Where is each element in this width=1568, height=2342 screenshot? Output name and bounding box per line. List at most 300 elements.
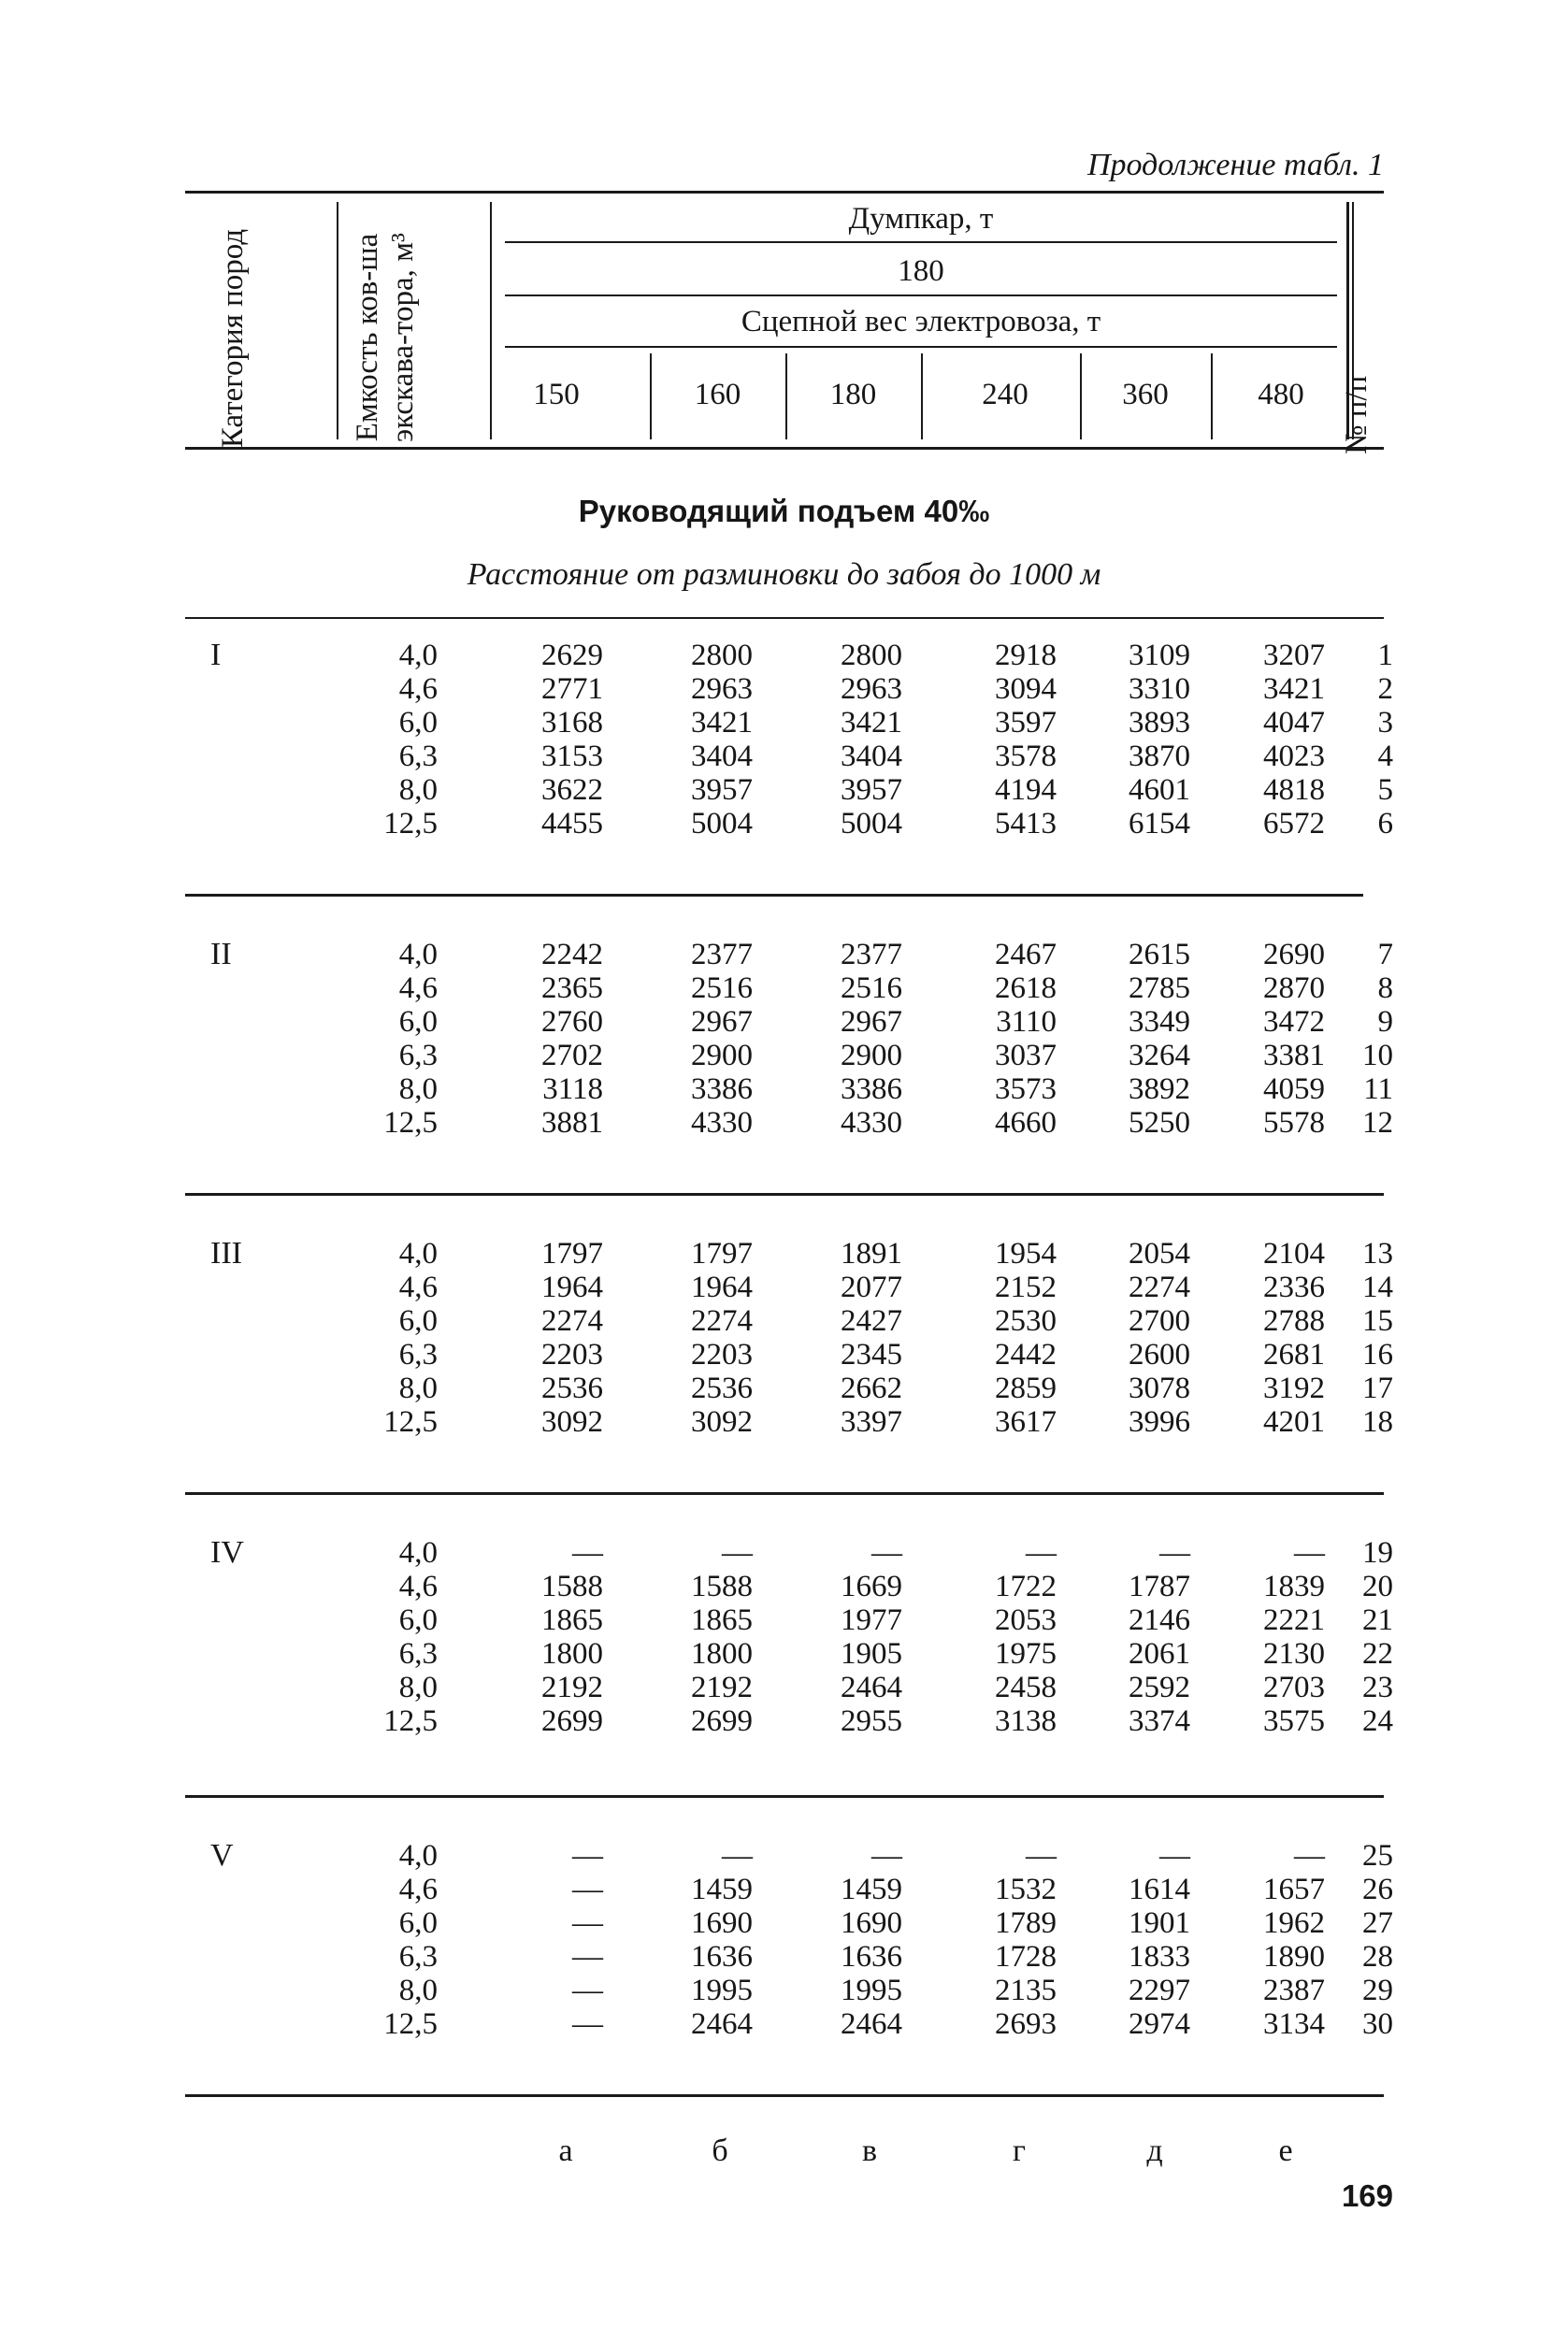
value-cell: 2377 bbox=[691, 938, 753, 971]
table-row bbox=[0, 740, 1568, 773]
value-cell: 2458 bbox=[995, 1671, 1057, 1704]
header-divider-category bbox=[337, 202, 338, 439]
column-letter-a: а bbox=[558, 2134, 573, 2168]
value-cell: 3573 bbox=[995, 1072, 1057, 1106]
value-cell: — bbox=[871, 1839, 902, 1873]
value-cell: 2700 bbox=[1129, 1304, 1190, 1338]
value-cell: 2104 bbox=[1263, 1237, 1325, 1271]
capacity-cell: 4,6 bbox=[398, 1271, 438, 1304]
header-dumpcar-value: 180 bbox=[898, 254, 944, 288]
header-number: № п/п bbox=[1340, 375, 1374, 454]
value-cell: 1865 bbox=[541, 1603, 603, 1637]
table-row bbox=[0, 1603, 1568, 1637]
value-cell: 1459 bbox=[691, 1873, 753, 1906]
value-cell: 2681 bbox=[1263, 1338, 1325, 1372]
value-cell: 2464 bbox=[841, 2007, 902, 2041]
value-cell: 1690 bbox=[691, 1906, 753, 1940]
weight-divider-4 bbox=[1080, 353, 1082, 439]
capacity-cell: 8,0 bbox=[398, 1372, 438, 1405]
row-number: 5 bbox=[1377, 773, 1393, 807]
table-row bbox=[0, 1570, 1568, 1603]
value-cell: 1728 bbox=[995, 1940, 1057, 1974]
value-cell: 5004 bbox=[691, 807, 753, 841]
row-number: 11 bbox=[1363, 1072, 1393, 1106]
row-number: 16 bbox=[1362, 1338, 1393, 1372]
table-row bbox=[0, 1072, 1568, 1106]
row-number: 19 bbox=[1362, 1536, 1393, 1570]
value-cell: 2900 bbox=[841, 1039, 902, 1072]
value-cell: 2530 bbox=[995, 1304, 1057, 1338]
value-cell: 3397 bbox=[841, 1405, 902, 1439]
table-row bbox=[0, 1106, 1568, 1140]
value-cell: 3110 bbox=[996, 1005, 1057, 1039]
capacity-cell: 12,5 bbox=[383, 1405, 438, 1439]
value-cell: 2442 bbox=[995, 1338, 1057, 1372]
value-cell: — bbox=[1294, 1839, 1325, 1873]
value-cell: 1865 bbox=[691, 1603, 753, 1637]
value-cell: 3893 bbox=[1129, 706, 1190, 740]
value-cell: 3892 bbox=[1129, 1072, 1190, 1106]
weight-divider-1 bbox=[650, 353, 652, 439]
value-cell: 2967 bbox=[841, 1005, 902, 1039]
table-row bbox=[0, 1304, 1568, 1338]
row-number: 13 bbox=[1362, 1237, 1393, 1271]
value-cell: 2785 bbox=[1129, 971, 1190, 1005]
value-cell: 1787 bbox=[1129, 1570, 1190, 1603]
value-cell: 2221 bbox=[1263, 1603, 1325, 1637]
value-cell: 3472 bbox=[1263, 1005, 1325, 1039]
value-cell: 4660 bbox=[995, 1106, 1057, 1140]
value-cell: 2918 bbox=[995, 639, 1057, 672]
value-cell: 1797 bbox=[691, 1237, 753, 1271]
capacity-cell: 6,3 bbox=[398, 740, 438, 773]
value-cell: 4023 bbox=[1263, 740, 1325, 773]
value-cell: 2771 bbox=[541, 672, 603, 706]
value-cell: 2464 bbox=[691, 2007, 753, 2041]
value-cell: 2699 bbox=[691, 1704, 753, 1738]
value-cell: 2345 bbox=[841, 1338, 902, 1372]
capacity-cell: 4,6 bbox=[398, 1570, 438, 1603]
capacity-cell: 4,0 bbox=[398, 1536, 438, 1570]
header-coupling-weight: Сцепной вес электровоза, т bbox=[741, 305, 1101, 338]
value-cell: — bbox=[572, 1906, 603, 1940]
value-cell: 2467 bbox=[995, 938, 1057, 971]
value-cell: — bbox=[722, 1839, 753, 1873]
capacity-cell: 8,0 bbox=[398, 1072, 438, 1106]
header-top-rule bbox=[185, 191, 1384, 194]
group-separator bbox=[185, 1193, 1384, 1196]
value-cell: 2464 bbox=[841, 1671, 902, 1704]
value-cell: 1833 bbox=[1129, 1940, 1190, 1974]
row-number: 12 bbox=[1362, 1106, 1393, 1140]
value-cell: 3192 bbox=[1263, 1372, 1325, 1405]
value-cell: 1995 bbox=[691, 1974, 753, 2007]
table-row bbox=[0, 807, 1568, 841]
value-cell: 2536 bbox=[541, 1372, 603, 1405]
table-bottom-rule bbox=[185, 2094, 1384, 2097]
column-letter-v: в bbox=[861, 2134, 878, 2168]
category-label: II bbox=[210, 937, 232, 971]
value-cell: 1964 bbox=[541, 1271, 603, 1304]
value-cell: 3207 bbox=[1263, 639, 1325, 672]
value-cell: 1905 bbox=[841, 1637, 902, 1671]
value-cell: — bbox=[572, 1839, 603, 1873]
value-cell: 3957 bbox=[691, 773, 753, 807]
capacity-cell: 12,5 bbox=[383, 807, 438, 841]
table-row bbox=[0, 1237, 1568, 1271]
value-cell: 1800 bbox=[691, 1637, 753, 1671]
value-cell: 1954 bbox=[995, 1237, 1057, 1271]
value-cell: 2702 bbox=[541, 1039, 603, 1072]
value-cell: 2963 bbox=[841, 672, 902, 706]
value-cell: 2800 bbox=[841, 639, 902, 672]
column-letter-b: б bbox=[712, 2134, 728, 2168]
value-cell: 2146 bbox=[1129, 1603, 1190, 1637]
value-cell: 3578 bbox=[995, 740, 1057, 773]
value-cell: — bbox=[1026, 1839, 1057, 1873]
table-row bbox=[0, 1940, 1568, 1974]
capacity-cell: 12,5 bbox=[383, 1106, 438, 1140]
capacity-cell: 6,3 bbox=[398, 1338, 438, 1372]
value-cell: 2900 bbox=[691, 1039, 753, 1072]
value-cell: 1839 bbox=[1263, 1570, 1325, 1603]
table-row bbox=[0, 1338, 1568, 1372]
value-cell: — bbox=[572, 1940, 603, 1974]
row-number: 15 bbox=[1362, 1304, 1393, 1338]
value-cell: 5004 bbox=[841, 807, 902, 841]
value-cell: 1532 bbox=[995, 1873, 1057, 1906]
value-cell: 3153 bbox=[541, 740, 603, 773]
table-row bbox=[0, 1906, 1568, 1940]
table-row bbox=[0, 1372, 1568, 1405]
header-rule-coupling bbox=[505, 346, 1337, 348]
header-rule-dumpcar bbox=[505, 241, 1337, 243]
row-number: 1 bbox=[1377, 639, 1393, 672]
column-letter-d: д bbox=[1146, 2134, 1163, 2168]
value-cell: — bbox=[572, 2007, 603, 2041]
value-cell: 3118 bbox=[542, 1072, 603, 1106]
value-cell: 2077 bbox=[841, 1271, 902, 1304]
value-cell: 4455 bbox=[541, 807, 603, 841]
value-cell: — bbox=[1159, 1839, 1190, 1873]
row-number: 3 bbox=[1377, 706, 1393, 740]
value-cell: 1614 bbox=[1129, 1873, 1190, 1906]
value-cell: 2760 bbox=[541, 1005, 603, 1039]
value-cell: 4330 bbox=[841, 1106, 902, 1140]
value-cell: 3404 bbox=[691, 740, 753, 773]
value-cell: 3134 bbox=[1263, 2007, 1325, 2041]
header-divider-capacity bbox=[490, 202, 492, 439]
value-cell: 2592 bbox=[1129, 1671, 1190, 1704]
value-cell: 3996 bbox=[1129, 1405, 1190, 1439]
value-cell: 1459 bbox=[841, 1873, 902, 1906]
value-cell: 2516 bbox=[691, 971, 753, 1005]
row-number: 9 bbox=[1377, 1005, 1393, 1039]
value-cell: 3078 bbox=[1129, 1372, 1190, 1405]
value-cell: 3597 bbox=[995, 706, 1057, 740]
weight-divider-2 bbox=[785, 353, 787, 439]
capacity-cell: 8,0 bbox=[398, 1671, 438, 1704]
value-cell: — bbox=[572, 1873, 603, 1906]
value-cell: 2963 bbox=[691, 672, 753, 706]
value-cell: 3094 bbox=[995, 672, 1057, 706]
capacity-cell: 4,6 bbox=[398, 1873, 438, 1906]
capacity-cell: 4,0 bbox=[398, 938, 438, 971]
row-number: 2 bbox=[1377, 672, 1393, 706]
row-number: 22 bbox=[1362, 1637, 1393, 1671]
value-cell: 2690 bbox=[1263, 938, 1325, 971]
value-cell: 4330 bbox=[691, 1106, 753, 1140]
value-cell: 2054 bbox=[1129, 1237, 1190, 1271]
value-cell: 2152 bbox=[995, 1271, 1057, 1304]
value-cell: 1789 bbox=[995, 1906, 1057, 1940]
value-cell: 1901 bbox=[1129, 1906, 1190, 1940]
value-cell: 2974 bbox=[1129, 2007, 1190, 2041]
value-cell: 2135 bbox=[995, 1974, 1057, 2007]
value-cell: — bbox=[572, 1974, 603, 2007]
capacity-cell: 6,0 bbox=[398, 1005, 438, 1039]
value-cell: 3374 bbox=[1129, 1704, 1190, 1738]
value-cell: 2387 bbox=[1263, 1974, 1325, 2007]
value-cell: 2053 bbox=[995, 1603, 1057, 1637]
value-cell: 6154 bbox=[1129, 807, 1190, 841]
page-number: 169 bbox=[1341, 2178, 1393, 2213]
value-cell: 2693 bbox=[995, 2007, 1057, 2041]
row-number: 23 bbox=[1362, 1671, 1393, 1704]
category-label: III bbox=[210, 1236, 242, 1271]
value-cell: 3421 bbox=[841, 706, 902, 740]
value-cell: 3310 bbox=[1129, 672, 1190, 706]
row-number: 25 bbox=[1362, 1839, 1393, 1873]
value-cell: 2242 bbox=[541, 938, 603, 971]
category-label: I bbox=[210, 638, 222, 672]
value-cell: 2703 bbox=[1263, 1671, 1325, 1704]
row-number: 27 bbox=[1362, 1906, 1393, 1940]
value-cell: 4059 bbox=[1263, 1072, 1325, 1106]
header-rule-dumpcar-value bbox=[505, 295, 1337, 296]
value-cell: 6572 bbox=[1263, 807, 1325, 841]
group-separator bbox=[185, 1492, 1384, 1495]
value-cell: 1657 bbox=[1263, 1873, 1325, 1906]
value-cell: — bbox=[1294, 1536, 1325, 1570]
value-cell: — bbox=[1026, 1536, 1057, 1570]
value-cell: 2297 bbox=[1129, 1974, 1190, 2007]
value-cell: 5413 bbox=[995, 807, 1057, 841]
header-weight-360: 360 bbox=[1122, 378, 1169, 411]
value-cell: 1690 bbox=[841, 1906, 902, 1940]
table-row bbox=[0, 706, 1568, 740]
header-weight-240: 240 bbox=[982, 378, 1029, 411]
capacity-cell: 12,5 bbox=[383, 2007, 438, 2041]
value-cell: 1800 bbox=[541, 1637, 603, 1671]
column-letter-e: е bbox=[1278, 2134, 1293, 2168]
capacity-cell: 4,0 bbox=[398, 1237, 438, 1271]
capacity-cell: 6,0 bbox=[398, 1906, 438, 1940]
value-cell: — bbox=[871, 1536, 902, 1570]
value-cell: — bbox=[1159, 1536, 1190, 1570]
row-number: 14 bbox=[1362, 1271, 1393, 1304]
value-cell: 3421 bbox=[691, 706, 753, 740]
capacity-cell: 6,0 bbox=[398, 1304, 438, 1338]
table-row bbox=[0, 1974, 1568, 2007]
table-row bbox=[0, 773, 1568, 807]
capacity-cell: 4,0 bbox=[398, 639, 438, 672]
table-row bbox=[0, 1873, 1568, 1906]
value-cell: 5250 bbox=[1129, 1106, 1190, 1140]
value-cell: 3138 bbox=[995, 1704, 1057, 1738]
section-subtitle: Расстояние от разминовки до забоя до 1000 м bbox=[467, 557, 1101, 592]
value-cell: 2336 bbox=[1263, 1271, 1325, 1304]
row-number: 29 bbox=[1362, 1974, 1393, 2007]
value-cell: 2516 bbox=[841, 971, 902, 1005]
value-cell: — bbox=[572, 1536, 603, 1570]
value-cell: 2130 bbox=[1263, 1637, 1325, 1671]
value-cell: 2699 bbox=[541, 1704, 603, 1738]
value-cell: 4194 bbox=[995, 773, 1057, 807]
value-cell: 3381 bbox=[1263, 1039, 1325, 1072]
value-cell: 2629 bbox=[541, 639, 603, 672]
value-cell: 3037 bbox=[995, 1039, 1057, 1072]
capacity-cell: 6,3 bbox=[398, 1637, 438, 1671]
capacity-cell: 8,0 bbox=[398, 1974, 438, 2007]
value-cell: 2618 bbox=[995, 971, 1057, 1005]
value-cell: 4047 bbox=[1263, 706, 1325, 740]
row-number: 4 bbox=[1377, 740, 1393, 773]
value-cell: 1797 bbox=[541, 1237, 603, 1271]
column-letter-g: г bbox=[1013, 2134, 1026, 2168]
value-cell: 2427 bbox=[841, 1304, 902, 1338]
value-cell: 3622 bbox=[541, 773, 603, 807]
row-number: 8 bbox=[1377, 971, 1393, 1005]
row-number: 18 bbox=[1362, 1405, 1393, 1439]
table-row bbox=[0, 1704, 1568, 1738]
table-row bbox=[0, 1671, 1568, 1704]
value-cell: 3386 bbox=[691, 1072, 753, 1106]
capacity-cell: 4,0 bbox=[398, 1839, 438, 1873]
value-cell: 3575 bbox=[1263, 1704, 1325, 1738]
row-number: 30 bbox=[1362, 2007, 1393, 2041]
value-cell: 1722 bbox=[995, 1570, 1057, 1603]
capacity-cell: 8,0 bbox=[398, 773, 438, 807]
value-cell: 4601 bbox=[1129, 773, 1190, 807]
continuation-caption: Продолжение табл. 1 bbox=[1086, 148, 1384, 182]
value-cell: 1995 bbox=[841, 1974, 902, 2007]
row-number: 24 bbox=[1362, 1704, 1393, 1738]
value-cell: 2192 bbox=[691, 1671, 753, 1704]
capacity-cell: 6,0 bbox=[398, 1603, 438, 1637]
row-number: 20 bbox=[1362, 1570, 1393, 1603]
table-row bbox=[0, 1839, 1568, 1873]
value-cell: 3264 bbox=[1129, 1039, 1190, 1072]
table-row bbox=[0, 1637, 1568, 1671]
table-row bbox=[0, 1039, 1568, 1072]
value-cell: 2061 bbox=[1129, 1637, 1190, 1671]
table-row bbox=[0, 639, 1568, 672]
value-cell: 1962 bbox=[1263, 1906, 1325, 1940]
value-cell: 1588 bbox=[691, 1570, 753, 1603]
category-label: V bbox=[210, 1838, 234, 1873]
value-cell: 2536 bbox=[691, 1372, 753, 1405]
capacity-cell: 6,3 bbox=[398, 1940, 438, 1974]
row-number: 26 bbox=[1362, 1873, 1393, 1906]
row-number: 10 bbox=[1362, 1039, 1393, 1072]
value-cell: 3092 bbox=[691, 1405, 753, 1439]
value-cell: 2662 bbox=[841, 1372, 902, 1405]
value-cell: 3881 bbox=[541, 1106, 603, 1140]
header-weight-160: 160 bbox=[694, 378, 741, 411]
value-cell: 3349 bbox=[1129, 1005, 1190, 1039]
value-cell: 5578 bbox=[1263, 1106, 1325, 1140]
value-cell: 1890 bbox=[1263, 1940, 1325, 1974]
row-number: 7 bbox=[1377, 938, 1393, 971]
table-row bbox=[0, 938, 1568, 971]
value-cell: 1975 bbox=[995, 1637, 1057, 1671]
capacity-cell: 6,3 bbox=[398, 1039, 438, 1072]
header-capacity: Емкость ков-ша экскава-тора, м³ bbox=[351, 233, 420, 442]
header-weight-480: 480 bbox=[1258, 378, 1304, 411]
value-cell: 3404 bbox=[841, 740, 902, 773]
value-cell: 1636 bbox=[691, 1940, 753, 1974]
section-title: Руководящий подъем 40‰ bbox=[578, 494, 990, 528]
row-number: 28 bbox=[1362, 1940, 1393, 1974]
weight-divider-5 bbox=[1211, 353, 1213, 439]
category-label: IV bbox=[210, 1535, 244, 1570]
value-cell: 1636 bbox=[841, 1940, 902, 1974]
value-cell: 3109 bbox=[1129, 639, 1190, 672]
value-cell: 3168 bbox=[541, 706, 603, 740]
row-number: 6 bbox=[1377, 807, 1393, 841]
capacity-cell: 12,5 bbox=[383, 1704, 438, 1738]
table-row bbox=[0, 672, 1568, 706]
value-cell: 2203 bbox=[691, 1338, 753, 1372]
value-cell: 4818 bbox=[1263, 773, 1325, 807]
value-cell: 2365 bbox=[541, 971, 603, 1005]
value-cell: 3386 bbox=[841, 1072, 902, 1106]
value-cell: 2955 bbox=[841, 1704, 902, 1738]
value-cell: 2274 bbox=[1129, 1271, 1190, 1304]
value-cell: 1964 bbox=[691, 1271, 753, 1304]
value-cell: 3421 bbox=[1263, 672, 1325, 706]
value-cell: — bbox=[722, 1536, 753, 1570]
value-cell: 2859 bbox=[995, 1372, 1057, 1405]
row-number: 17 bbox=[1362, 1372, 1393, 1405]
group-separator bbox=[185, 894, 1363, 897]
header-weight-150: 150 bbox=[533, 378, 580, 411]
value-cell: 1588 bbox=[541, 1570, 603, 1603]
value-cell: 1669 bbox=[841, 1570, 902, 1603]
table-row bbox=[0, 971, 1568, 1005]
header-weight-180: 180 bbox=[829, 378, 877, 411]
value-cell: 4201 bbox=[1263, 1405, 1325, 1439]
value-cell: 3870 bbox=[1129, 740, 1190, 773]
value-cell: 2967 bbox=[691, 1005, 753, 1039]
table-row bbox=[0, 1271, 1568, 1304]
value-cell: 1977 bbox=[841, 1603, 902, 1637]
header-category: Категория пород bbox=[216, 228, 250, 449]
value-cell: 2600 bbox=[1129, 1338, 1190, 1372]
table-row bbox=[0, 2007, 1568, 2041]
value-cell: 1891 bbox=[841, 1237, 902, 1271]
value-cell: 3092 bbox=[541, 1405, 603, 1439]
value-cell: 2377 bbox=[841, 938, 902, 971]
value-cell: 2192 bbox=[541, 1671, 603, 1704]
weight-divider-3 bbox=[921, 353, 923, 439]
row-number: 21 bbox=[1362, 1603, 1393, 1637]
table-row bbox=[0, 1405, 1568, 1439]
table-row bbox=[0, 1005, 1568, 1039]
capacity-cell: 4,6 bbox=[398, 672, 438, 706]
table-row bbox=[0, 1536, 1568, 1570]
